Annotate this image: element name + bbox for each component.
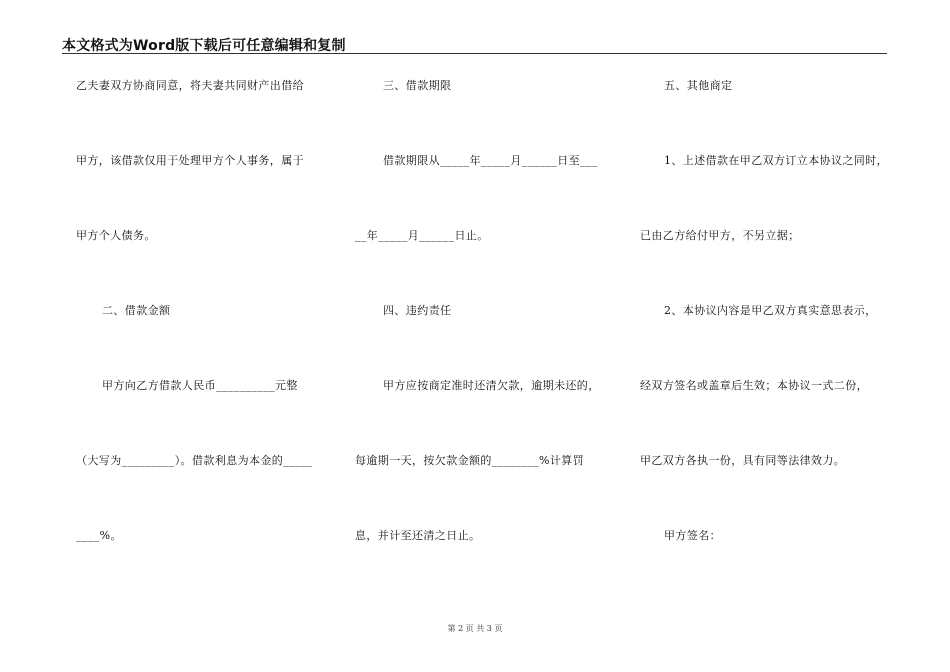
text-line: 甲方向乙方借款人民币__________元整 [102, 379, 298, 392]
text-column-1 [76, 0, 334, 600]
text-line: 1、上述借款在甲乙双方订立本协议之同时， [664, 154, 888, 167]
text-line: 甲方个人债务。 [76, 229, 156, 242]
text-column-3 [640, 0, 900, 600]
text-line: 甲乙双方各执一份，具有同等法律效力。 [640, 454, 846, 467]
section-heading: 三、借款期限 [383, 79, 452, 92]
signature-label: 甲方签名： [664, 529, 721, 542]
text-line: __年_____月______日止。 [355, 229, 489, 242]
text-line: 乙夫妻双方协商同意，将夫妻共同财产出借给 [76, 79, 304, 92]
text-line: 甲方，该借款仅用于处理甲方个人事务，属于 [76, 154, 304, 167]
page-number: 第 2 页 共 3 页 [447, 624, 503, 633]
section-heading: 二、借款金额 [102, 304, 171, 317]
text-column-2 [355, 0, 613, 600]
text-line: 每逾期一天，按欠款金额的________%计算罚 [355, 454, 585, 467]
section-heading: 四、违约责任 [383, 304, 452, 317]
section-heading: 五、其他商定 [664, 79, 733, 92]
text-line: 息，并计至还清之日止。 [355, 529, 481, 542]
text-line: 借款期限从_____年_____月______日至___ [383, 154, 598, 167]
text-line: ____%。 [76, 529, 122, 542]
text-line: 经双方签名或盖章后生效；本协议一式二份， [640, 379, 868, 392]
header-title: 本文格式为Word版下载后可任意编辑和复制 [62, 38, 346, 54]
text-line: （大写为_________）。借款利息为本金的_____ [76, 454, 313, 467]
text-line: 已由乙方给付甲方，不另立据； [640, 229, 800, 242]
text-line: 甲方应按商定准时还清欠款，逾期未还的， [383, 379, 600, 392]
text-line: 2、本协议内容是甲乙双方真实意思表示， [664, 304, 877, 317]
